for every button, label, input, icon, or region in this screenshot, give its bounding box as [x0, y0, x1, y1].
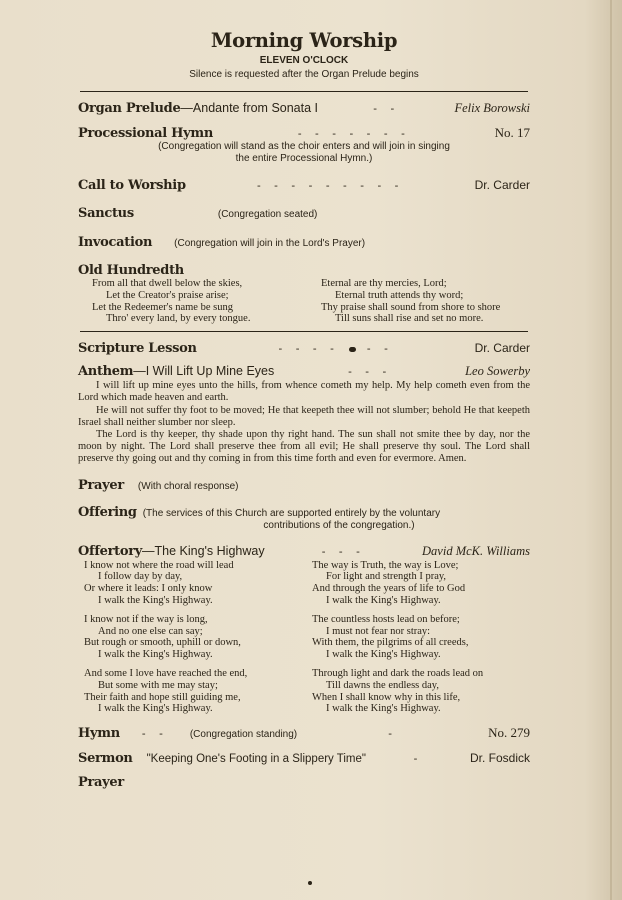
- anthem-paragraph: I will lift up mine eyes unto the hills, from whence cometh my help. My help cometh even from the Lord which made heaven and earth.: [78, 380, 530, 404]
- verse-line: I walk the King's Highway.: [326, 595, 441, 606]
- verse-line: And some I love have reached the end,: [84, 667, 248, 679]
- anthem-text: [78, 380, 530, 465]
- stanza: [312, 614, 530, 661]
- verse-line: Let the Redeemer's name be sung: [92, 301, 233, 313]
- leader-dots: -: [413, 752, 423, 766]
- organ-prelude-label: Organ Prelude: [78, 101, 181, 116]
- verse-line: I walk the King's Highway.: [98, 649, 213, 661]
- verse-line: For light and strength I pray,: [326, 571, 447, 583]
- verse-line: I know not if the way is long,: [84, 613, 208, 625]
- processional-number: No. 17: [494, 125, 530, 140]
- anthem: [78, 364, 530, 379]
- page-fold: [610, 0, 612, 900]
- ink-blot: [349, 347, 356, 352]
- offertory-label: Offertory: [78, 543, 143, 559]
- old-hundredth-verses: [78, 278, 530, 325]
- prayer-with-response: [78, 478, 530, 493]
- leader-dots: - -: [373, 102, 400, 115]
- verse-line: I walk the King's Highway.: [98, 595, 213, 606]
- verse-line: I walk the King's Highway.: [98, 703, 213, 715]
- closing-prayer-label: Prayer: [78, 775, 124, 791]
- section-divider: [80, 331, 528, 332]
- verse-line: When I shall know why in this life,: [312, 691, 461, 703]
- verse-line: But rough or smooth, uphill or down,: [84, 637, 241, 649]
- verse-line: And no one else can say;: [98, 625, 203, 637]
- organ-prelude-composer: Felix Borowski: [454, 101, 530, 115]
- call-label: Call to Worship: [78, 178, 186, 193]
- verse-line: Eternal truth attends thy word;: [335, 289, 464, 301]
- sanctus: [78, 206, 530, 221]
- silence-notice: Silence is requested after the Organ Prelude begins: [189, 69, 419, 80]
- verse-line: Till dawns the endless day,: [326, 679, 439, 691]
- leader-dots: - - - - - - - - -: [256, 179, 404, 192]
- sanctus-label: Sanctus: [78, 206, 134, 221]
- page-title: Morning Worship: [210, 29, 398, 52]
- organ-prelude-work: —Andante from Sonata I: [180, 101, 319, 115]
- sermon-preacher: Dr. Fosdick: [469, 751, 530, 766]
- leader-dots: -: [388, 727, 397, 741]
- invocation: [78, 235, 530, 250]
- verse-line: I know not where the road will lead: [84, 559, 234, 571]
- header-divider: [80, 91, 528, 92]
- hymn-label: Hymn: [78, 726, 120, 742]
- offering-note-2: contributions of the congregation.): [263, 519, 415, 531]
- leader-dots: - - - - - -: [278, 342, 393, 356]
- verse-line: And through the years of life to God: [312, 583, 466, 595]
- sanctus-note: (Congregation seated): [217, 209, 318, 220]
- leader-dots: - - -: [348, 365, 392, 379]
- offertory-composer: David McK. Williams: [422, 543, 530, 558]
- hymn-note: (Congregation standing): [189, 729, 298, 741]
- verse-line: I walk the King's Highway.: [326, 649, 441, 661]
- processional-note-2: the entire Processional Hymn.): [235, 153, 373, 164]
- leader-dots: - - -: [321, 544, 365, 558]
- verse-line: I must not fear nor stray:: [326, 625, 431, 637]
- verse-line: I follow day by day,: [98, 571, 183, 583]
- anthem-title: —I Will Lift Up Mine Eyes: [133, 364, 275, 379]
- sermon: [78, 751, 530, 766]
- stanza: [84, 614, 302, 661]
- invocation-note: (Congregation will join in the Lord's Prayer): [174, 238, 366, 249]
- processional-label: Processional Hymn: [78, 126, 214, 141]
- page-mark: [308, 881, 312, 885]
- verse-line: Their faith and hope still guiding me,: [84, 691, 241, 703]
- offertory: [78, 544, 530, 559]
- stanza: [312, 560, 530, 607]
- old-hundredth-right: [301, 278, 530, 325]
- verse-line: From all that dwell below the skies,: [92, 278, 243, 289]
- offering-label: Offering: [78, 504, 137, 520]
- sermon-title: "Keeping One's Footing in a Slippery Time": [146, 753, 366, 766]
- verse-line: The way is Truth, the way is Love;: [312, 559, 459, 571]
- old-hundredth-label: Old Hundredth: [78, 263, 184, 278]
- verse-line: Thy praise shall sound from shore to shore: [321, 301, 501, 313]
- stanza: [312, 668, 530, 715]
- organ-prelude: [78, 101, 530, 116]
- hymn: [78, 725, 530, 741]
- leader-dots: - -: [141, 727, 168, 741]
- verse-line: Eternal are thy mercies, Lord;: [321, 278, 447, 289]
- offertory-left: [84, 560, 302, 723]
- processional-note-1: (Congregation will stand as the choir enters and will join in singing: [158, 141, 450, 152]
- stanza: [84, 668, 302, 715]
- verse-line: With them, the pilgrims of all creeds,: [312, 637, 469, 649]
- anthem-label: Anthem: [78, 364, 134, 380]
- prayer-label: Prayer: [78, 477, 124, 493]
- scripture-label: Scripture Lesson: [78, 341, 197, 357]
- offertory-title: —The King's Highway: [142, 543, 265, 558]
- processional-hymn: [78, 125, 530, 141]
- stanza: [84, 560, 302, 607]
- leader-dots: - - - - - - -: [297, 127, 410, 140]
- verse-line: Or where it leads: I only know: [84, 583, 213, 595]
- scripture-lesson: [78, 341, 530, 356]
- verse-line: Thro' every land, by every tongue.: [106, 313, 251, 325]
- verse-line: Till suns shall rise and set no more.: [335, 313, 484, 325]
- offering-note-1: (The services of this Church are supported entirely by the voluntary: [142, 507, 441, 519]
- verse-line: Let the Creator's praise arise;: [106, 289, 229, 301]
- invocation-label: Invocation: [78, 235, 153, 250]
- verse-line: I walk the King's Highway.: [326, 703, 441, 715]
- offertory-right: [302, 560, 530, 723]
- service-time: ELEVEN O'CLOCK: [259, 55, 349, 66]
- offertory-verses: [78, 560, 530, 723]
- anthem-paragraph: He will not suffer thy foot to be moved; He that keepeth thee will not slumber; behold He that keepeth Israel shall neither slumber nor sleep.: [78, 404, 530, 428]
- verse-line: But some with me may stay;: [98, 679, 218, 691]
- sermon-label: Sermon: [78, 751, 133, 767]
- anthem-paragraph: The Lord is thy keeper, thy shade upon thy right hand. The sun shall not smite thee by day, nor the moon by night. The Lord shall preserve thee from all evil; He shall preserve thy soul. The Lord shall preserve thy going out and thy coming in from this time forth and even for evermore. Amen.: [78, 429, 530, 465]
- hymn-number: No. 279: [488, 725, 530, 741]
- offering: [78, 505, 530, 520]
- old-hundredth-left: [92, 278, 301, 325]
- anthem-composer: Leo Sowerby: [465, 364, 530, 379]
- verse-line: The countless hosts lead on before;: [312, 613, 460, 625]
- order-of-service: [78, 28, 530, 790]
- verse-line: Through light and dark the roads lead on: [312, 667, 484, 679]
- scripture-leader: Dr. Carder: [474, 341, 530, 356]
- call-leader: Dr. Carder: [474, 178, 530, 192]
- call-to-worship: [78, 178, 530, 193]
- prayer-note: (With choral response): [137, 480, 239, 492]
